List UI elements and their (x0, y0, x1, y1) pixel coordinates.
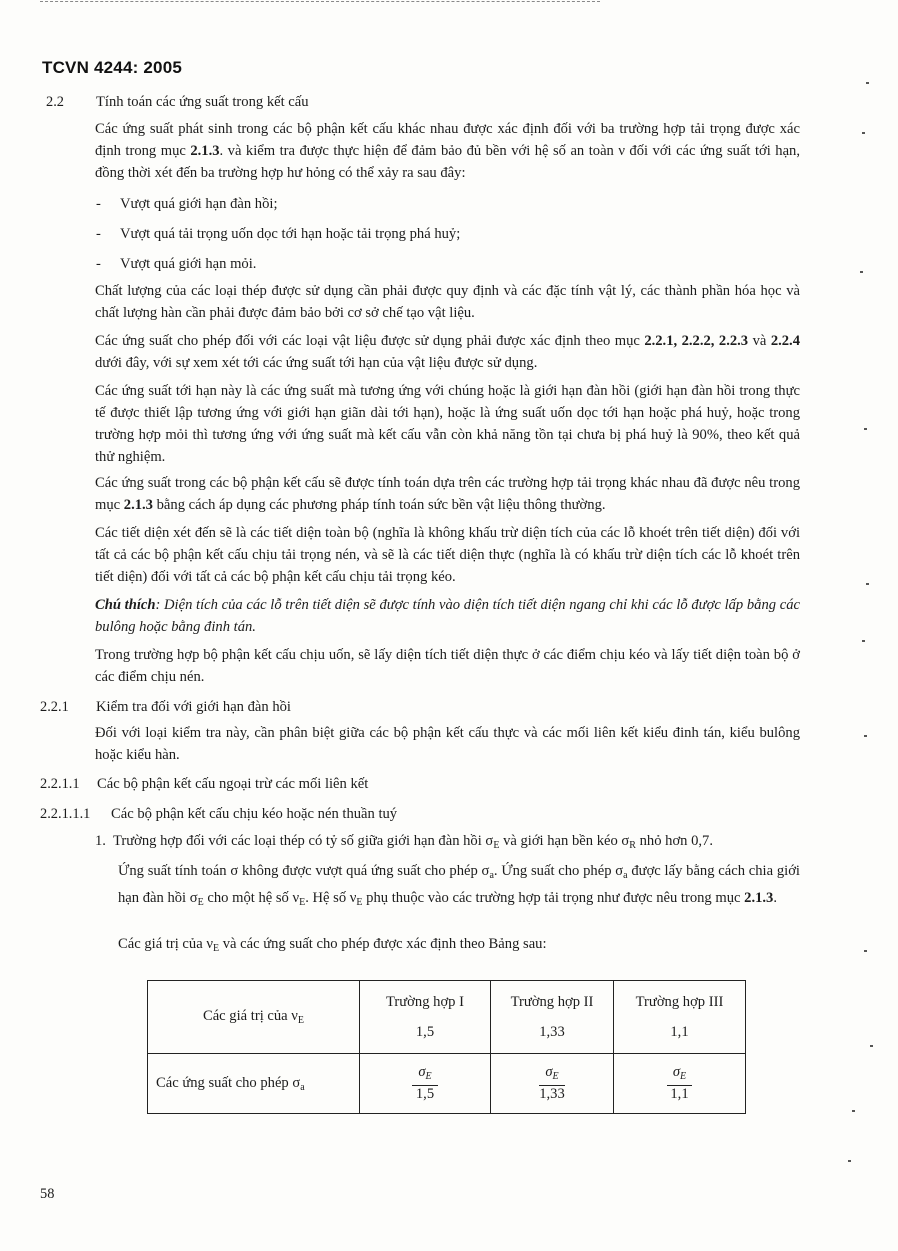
fraction: $\frac{\sigma_E}{1,33}$ (539, 1064, 565, 1102)
scan-speck (864, 950, 867, 952)
table-cell: Trường hợp I 1,5 (360, 981, 491, 1054)
standard-code: TCVN 4244: 2005 (42, 58, 183, 77)
scan-speck (870, 1045, 873, 1047)
top-rule (40, 1, 600, 2)
scan-speck (864, 735, 867, 737)
paragraph-2: Chất lượng của các loại thép được sử dụng cần phải được quy định và các đặc tính vật lý, các thành phần hóa học và chất lượng hàn cần phải được đảm bảo bởi cơ sở chế tạo vật liệu. (95, 283, 800, 321)
section-title: Kiểm tra đối với giới hạn đàn hồi (96, 699, 291, 715)
section-title: Các bộ phận kết cấu ngoại trừ các mối liên kết (97, 776, 369, 792)
scan-speck (864, 428, 867, 430)
allowable-stress-table (147, 980, 746, 1114)
table-cell: Trường hợp III 1,1 (614, 981, 746, 1054)
scan-speck (862, 640, 865, 642)
table-cell: Trường hợp II 1,33 (491, 981, 614, 1054)
paragraph-10: Các giá trị của $\nu_E$ và các ứng suất cho phép được xác định theo Bảng sau: (118, 936, 547, 954)
fraction: $\frac{\sigma_E}{1,5}$ (412, 1064, 437, 1103)
table-cell (360, 1054, 491, 1114)
section-number: 2.2 (46, 94, 64, 110)
table-row (148, 981, 746, 1054)
paragraph-1: Các ứng suất phát sinh trong các bộ phận kết cấu khác nhau được xác định đối với ba trường hợp tải trọng được xác định trong mục 2.1.3. và kiểm tra được thực hiện để đảm bảo đủ bền với hệ số an toàn ν đối với các ứng suất tới hạn, đồng thời xét đến ba trường hợp hư hỏng có thể xảy ra sau đây: (95, 121, 800, 181)
section-title: Tính toán các ứng suất trong kết cấu (96, 94, 309, 110)
bullet-item: - Vượt quá giới hạn mỏi. (96, 256, 257, 272)
section-title: Các bộ phận kết cấu chịu kéo hoặc nén thuần tuý (111, 806, 398, 822)
numbered-item: 1. Trường hợp đối với các loại thép có tỷ số giữa giới hạn đàn hồi $\sigma_E$ và giới hạn bền kéo $\sigma_R$ nhỏ hơn 0,7. (95, 833, 714, 851)
paragraph-9: Ứng suất tính toán σ không được vượt quá ứng suất cho phép $\sigma_a$. Ứng suất cho phép $\sigma_a$ được lấy bằng cách chia giới hạn đàn hồi $\sigma_E$ cho một hệ số $\nu_E$. Hệ số $\nu_E$ phụ thuộc vào các trường hợp tải trọng như được nêu trong mục 2.1.3. (118, 863, 800, 908)
note: Chú thích: Diện tích của các lỗ trên tiết diện sẽ được tính vào diện tích tiết diện ngang chỉ khi các lỗ được lấp bằng các bulông hoặc bằng đinh tán. (95, 597, 801, 635)
scan-speck (860, 271, 863, 273)
table-cell (614, 1054, 746, 1114)
scan-speck (852, 1110, 855, 1112)
table-cell: Các giá trị của $\nu_E$ (148, 981, 360, 1054)
section-number: 2.2.1.1.1 (40, 806, 91, 822)
page-number: 58 (40, 1186, 55, 1202)
section-number: 2.2.1.1 (40, 776, 80, 792)
bullet-item: - Vượt quá tải trọng uốn dọc tới hạn hoặc tải trọng phá huỷ; (96, 226, 461, 242)
scan-speck (848, 1160, 851, 1162)
paragraph-5: Các ứng suất trong các bộ phận kết cấu sẽ được tính toán dựa trên các trường hợp tải trọng khác nhau đã được nêu trong mục 2.1.3 bằng cách áp dụng các phương pháp tính toán sức bền vật liệu thông thường. (95, 475, 800, 513)
paragraph-8: Đối với loại kiểm tra này, cần phân biệt giữa các bộ phận kết cấu thực và các mối liên kết kiểu đinh tán, kiểu bulông hoặc kiểu hàn. (95, 725, 800, 763)
paragraph-3: Các ứng suất cho phép đối với các loại vật liệu được sử dụng phải được xác định theo mục 2.2.1, 2.2.2, 2.2.3 và 2.2.4 dưới đây, với sự xem xét tới các ứng suất tới hạn của vật liệu được sử dụng. (95, 333, 800, 371)
fraction: $\frac{\sigma_E}{1,1}$ (667, 1064, 692, 1103)
paragraph-7: Trong trường hợp bộ phận kết cấu chịu uốn, sẽ lấy diện tích tiết diện thực ở các điểm chịu kéo và lấy tiết diện toàn bộ ở các điểm chịu nén. (95, 647, 800, 685)
scan-speck (862, 132, 865, 134)
table-cell: Các ứng suất cho phép $\sigma_a$ (148, 1054, 360, 1114)
section-number: 2.2.1 (40, 699, 69, 715)
table-cell (491, 1054, 614, 1114)
scan-speck (866, 583, 869, 585)
paragraph-4: Các ứng suất tới hạn này là các ứng suất mà tương ứng với chúng hoặc là giới hạn đàn hồi (giới hạn đàn hồi trong thực tế được thiết lập tương ứng với giới hạn giãn dài tới hạn), hoặc là ứng suất uốn dọc tới hạn hoặc phá huỷ, hoặc trong trường hợp mỏi thì tương ứng với ứng suất mà kết cấu vẫn còn khả năng tồn tại chưa bị phá huỷ là 90%, theo kết quả thử nghiệm. (95, 383, 800, 465)
table-row (148, 1054, 746, 1114)
scan-speck (866, 82, 869, 84)
bullet-item: - Vượt quá giới hạn đàn hồi; (96, 196, 278, 212)
paragraph-6: Các tiết diện xét đến sẽ là các tiết diện toàn bộ (nghĩa là không khấu trừ diện tích của các lỗ khoét trên tiết diện) đối với tất cả các bộ phận kết cấu chịu tải trọng nén, và sẽ là các tiết diện thực (nghĩa là có khấu trừ diện tích các lỗ khoét trên tiết diện) đối với tất cả các bộ phận kết cấu chịu tải trọng kéo. (95, 525, 800, 585)
